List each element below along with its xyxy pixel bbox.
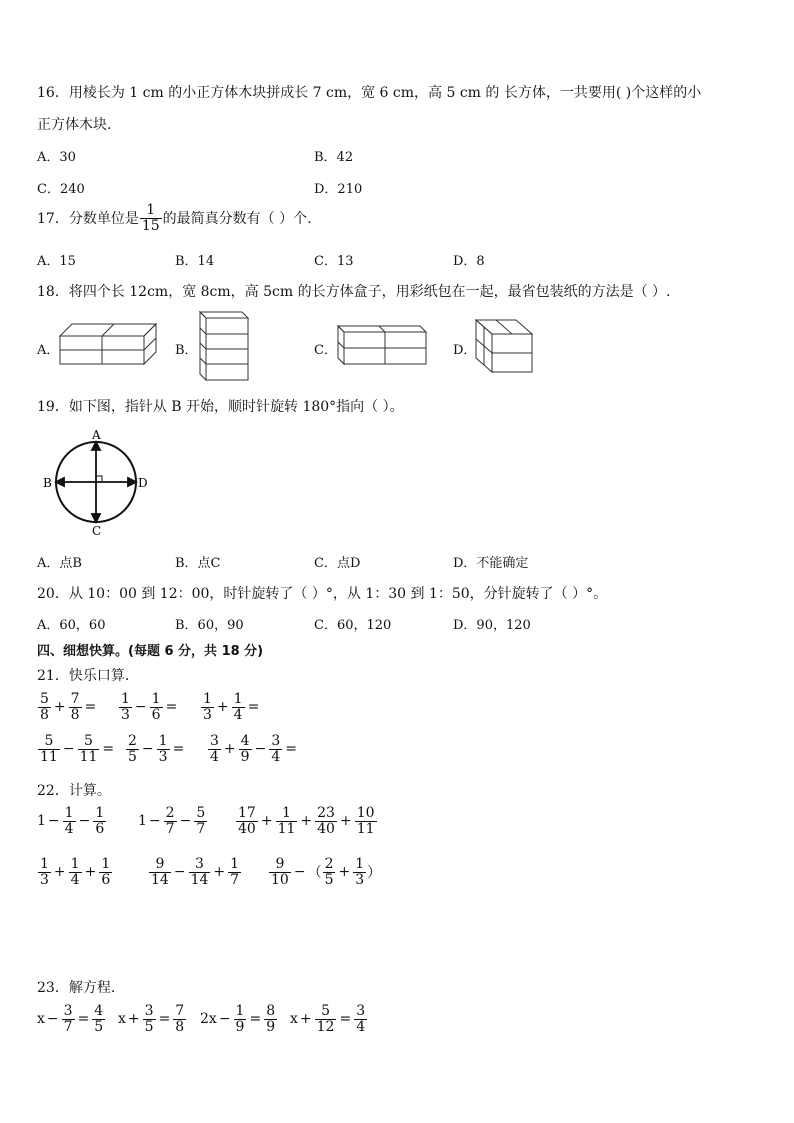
fraction: $\frac{1}{4}$ <box>233 691 243 723</box>
fraction: $\frac{8}{9}$ <box>266 1003 276 1035</box>
q23-equation-1: x − $\frac{3}{7}$ = $\frac{4}{5}$ <box>37 1003 104 1035</box>
q17-stem <box>37 203 312 233</box>
q22-expr-6: $\frac{9}{10}$ − （ $\frac{2}{5}$ + $\frac{1}{3}$ ） <box>271 856 382 888</box>
q20-option-b[interactable]: B．60，90 <box>175 618 244 633</box>
q23-equation-2: x + $\frac{3}{5}$ = $\frac{7}{8}$ <box>118 1003 185 1035</box>
q17-frac-denominator: 15 <box>141 217 160 234</box>
fraction: $\frac{4}{5}$ <box>94 1003 104 1035</box>
q16-line1: 16．用棱长为 1 cm 的小正方体木块拼成长 7 cm，宽 6 cm，高 5 cm 的 长方体，一共要用( )个这样的小 <box>37 85 702 101</box>
q17-frac-numerator: 1 <box>146 202 156 218</box>
fraction: $\frac{1}{3}$ <box>158 733 168 765</box>
fraction: $\frac{1}{11}$ <box>277 805 296 837</box>
fraction: $\frac{9}{10}$ <box>271 856 289 888</box>
dial-label-right: D <box>138 476 148 490</box>
fraction: $\frac{3}{4}$ <box>271 733 281 765</box>
section-heading: 四、细想快算。(每题 6 分，共 18 分) <box>37 644 264 659</box>
fraction: $\frac{3}{7}$ <box>63 1003 73 1035</box>
fraction: $\frac{10}{11}$ <box>356 805 375 837</box>
q19-option-a[interactable]: A．点B <box>37 556 82 571</box>
q23-equation-3: 2x − $\frac{1}{9}$ = $\frac{8}{9}$ <box>200 1003 276 1035</box>
q22-title: 22．计算。 <box>37 783 111 799</box>
q22-expr-3: $\frac{17}{40}$ + $\frac{1}{11}$ + $\frac{23}{40}$ + $\frac{10}{11}$ <box>238 805 375 837</box>
q16-option-d[interactable]: D．210 <box>314 182 363 197</box>
fraction: $\frac{1}{9}$ <box>235 1003 245 1035</box>
q22-expr-4: $\frac{1}{3}$ + $\frac{1}{4}$ + $\frac{1}{6}$ <box>40 856 111 888</box>
fraction: $\frac{1}{6}$ <box>95 805 105 837</box>
fraction: $\frac{23}{40}$ <box>317 805 335 837</box>
dial-label-left: B <box>43 476 52 490</box>
q19-stem: 19．如下图，指针从 B 开始，顺时针旋转 180°指向（ ）。 <box>37 399 404 415</box>
fraction: $\frac{3}{5}$ <box>144 1003 154 1035</box>
q16-option-b[interactable]: B．42 <box>314 150 354 165</box>
q20-option-c[interactable]: C．60，120 <box>314 618 392 633</box>
q17-option-a[interactable]: A．15 <box>37 254 76 269</box>
q20-stem: 20．从 10：00 到 12：00，时针旋转了（ ）°，从 1：30 到 1：50，分针旋转了（ ）°。 <box>37 586 608 602</box>
q18-figure-a <box>58 322 162 366</box>
q17-fraction <box>140 203 162 233</box>
q20-option-a[interactable]: A．60，60 <box>37 618 106 633</box>
q18-option-c[interactable]: C． <box>314 343 337 358</box>
q23-equation-4: x + $\frac{5}{12}$ = $\frac{3}{4}$ <box>290 1003 366 1035</box>
q17-option-b[interactable]: B．14 <box>175 254 215 269</box>
q21-expr-2: $\frac{1}{3}$ − $\frac{1}{6}$ = <box>121 691 178 723</box>
q16-option-a[interactable]: A．30 <box>37 150 76 165</box>
q19-dial-diagram <box>40 428 152 540</box>
fraction: $\frac{1}{3}$ <box>121 691 130 723</box>
q21-expr-3: $\frac{1}{3}$ + $\frac{1}{4}$ = <box>203 691 260 723</box>
fraction: $\frac{7}{8}$ <box>175 1003 185 1035</box>
q17-suffix: 的最简真分数有（ ）个. <box>162 211 312 228</box>
q18-figure-d <box>474 318 536 374</box>
fraction: $\frac{17}{40}$ <box>238 805 256 837</box>
q23-title: 23．解方程. <box>37 980 116 996</box>
fraction: $\frac{3}{4}$ <box>356 1003 366 1035</box>
fraction: $\frac{4}{9}$ <box>240 733 250 765</box>
q18-option-d[interactable]: D． <box>453 343 477 358</box>
q17-option-d[interactable]: D．8 <box>453 254 485 269</box>
q17-prefix: 17．分数单位是 <box>37 211 139 228</box>
q18-option-a[interactable]: A． <box>37 343 60 358</box>
fraction: $\frac{5}{11}$ <box>79 733 98 765</box>
q21-expr-4: $\frac{5}{11}$ − $\frac{5}{11}$ = <box>40 733 115 765</box>
q22-expr-1: 1 − $\frac{1}{4}$ − $\frac{1}{6}$ <box>37 805 105 837</box>
q16-line2: 正方体木块. <box>37 117 112 133</box>
q22-expr-2: 1 − $\frac{2}{7}$ − $\frac{5}{7}$ <box>138 805 206 837</box>
fraction: $\frac{1}{3}$ <box>203 691 212 723</box>
q21-expr-6: $\frac{3}{4}$ + $\frac{4}{9}$ − $\frac{3}{4}$ = <box>210 733 297 765</box>
fraction: $\frac{5}{12}$ <box>316 1003 335 1035</box>
fraction: $\frac{3}{14}$ <box>190 856 209 888</box>
fraction: $\frac{7}{8}$ <box>70 691 80 723</box>
q18-option-b[interactable]: B． <box>175 343 198 358</box>
fraction: $\frac{1}{6}$ <box>101 856 111 888</box>
q17-option-c[interactable]: C．13 <box>314 254 354 269</box>
fraction: $\frac{1}{6}$ <box>151 691 161 723</box>
q21-expr-1: $\frac{5}{8}$ + $\frac{7}{8}$ = <box>40 691 97 723</box>
q20-option-d[interactable]: D．90，120 <box>453 618 531 633</box>
dial-label-bottom: C <box>92 524 102 538</box>
q18-stem: 18．将四个长 12cm，宽 8cm，高 5cm 的长方体盒子，用彩纸包在一起，最省包装纸的方法是（ ）. <box>37 284 671 300</box>
fraction: $\frac{1}{3}$ <box>40 856 49 888</box>
fraction: $\frac{1}{4}$ <box>64 805 74 837</box>
q21-title: 21．快乐口算. <box>37 668 130 684</box>
q16-option-c[interactable]: C．240 <box>37 182 85 197</box>
q19-option-b[interactable]: B．点C <box>175 556 221 571</box>
fraction: $\frac{2}{5}$ <box>128 733 137 765</box>
fraction: $\frac{5}{11}$ <box>40 733 58 765</box>
q19-option-c[interactable]: C．点D <box>314 556 361 571</box>
q18-figure-c <box>336 324 428 366</box>
fraction: $\frac{1}{7}$ <box>230 856 240 888</box>
fraction: $\frac{9}{14}$ <box>151 856 169 888</box>
fraction: $\frac{5}{7}$ <box>196 805 206 837</box>
q21-expr-5: $\frac{2}{5}$ − $\frac{1}{3}$ = <box>128 733 185 765</box>
fraction: $\frac{5}{8}$ <box>40 691 49 723</box>
dial-label-top: A <box>92 428 101 442</box>
q19-option-d[interactable]: D．不能确定 <box>453 556 529 571</box>
fraction: $\frac{2}{5}$ <box>324 856 334 888</box>
fraction: $\frac{2}{7}$ <box>165 805 175 837</box>
q18-figure-b <box>198 310 250 382</box>
q22-expr-5: $\frac{9}{14}$ − $\frac{3}{14}$ + $\frac{1}{7}$ <box>151 856 240 888</box>
fraction: $\frac{1}{4}$ <box>70 856 80 888</box>
fraction: $\frac{3}{4}$ <box>210 733 219 765</box>
fraction: $\frac{1}{3}$ <box>355 856 365 888</box>
